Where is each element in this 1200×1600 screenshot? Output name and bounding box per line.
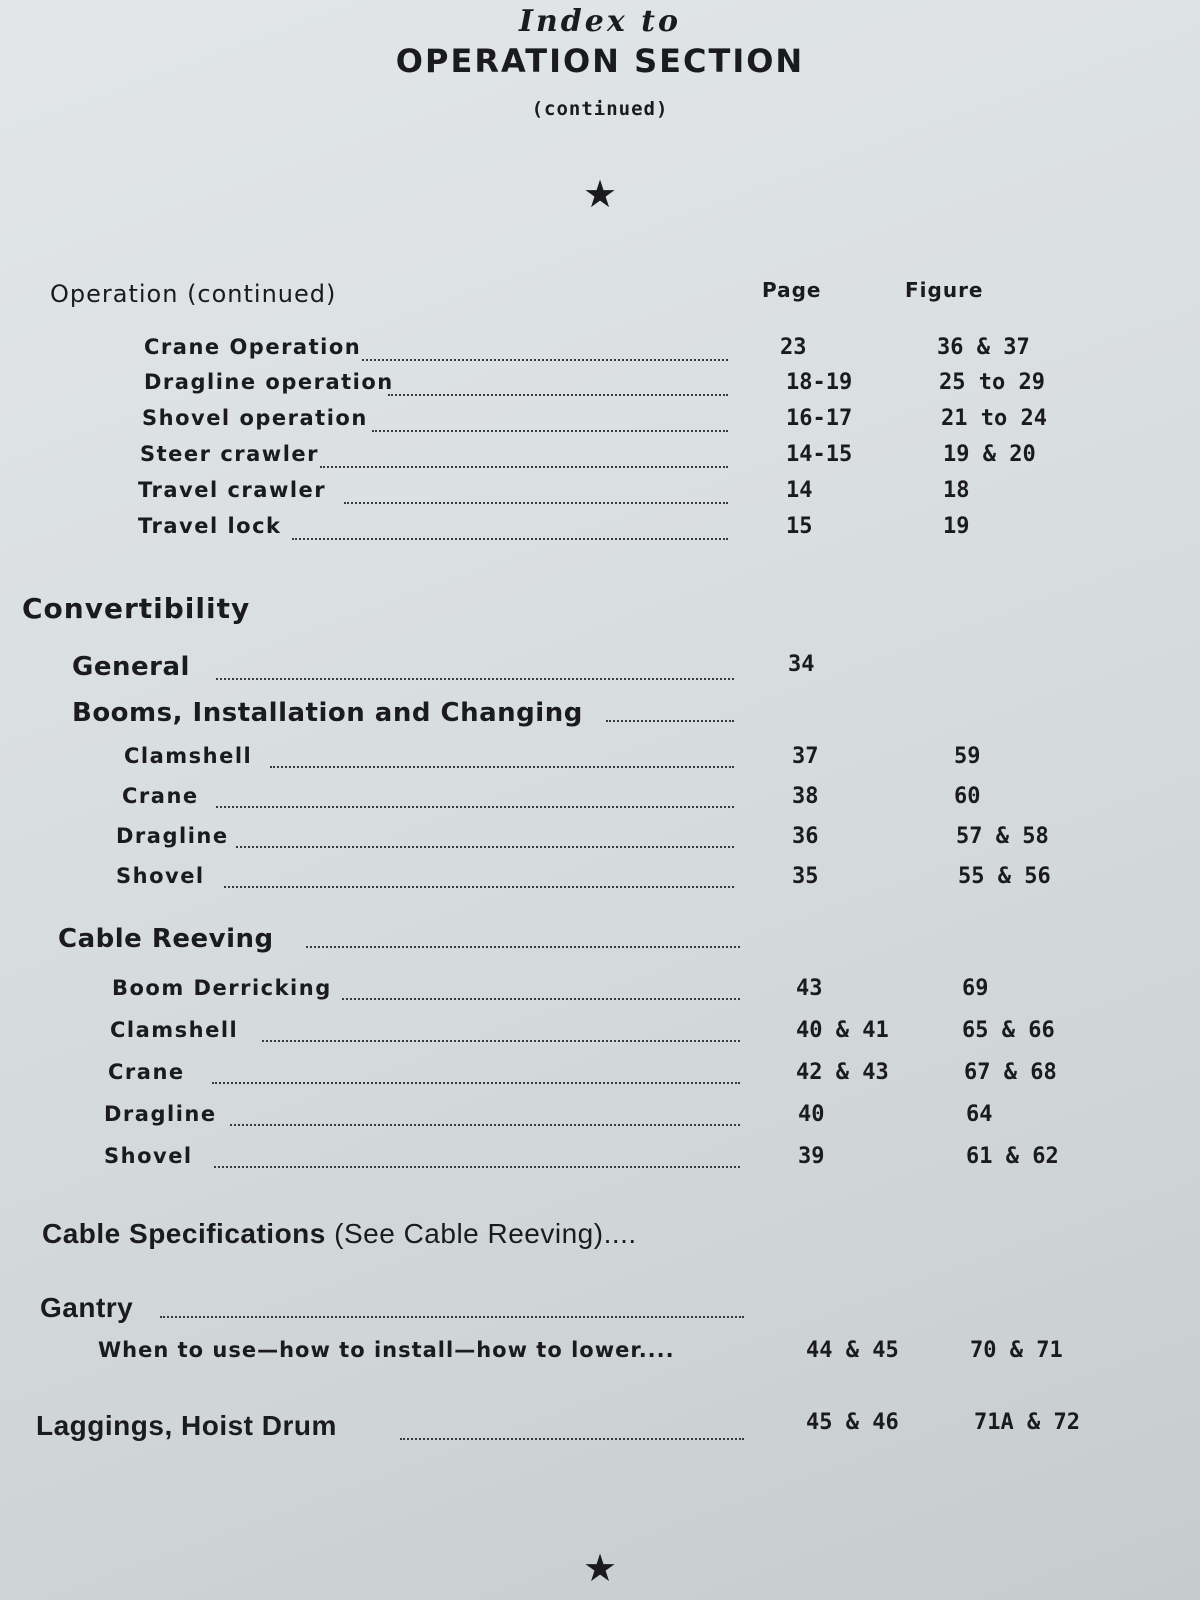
dot-leader — [212, 1082, 740, 1084]
entry-page: 14-15 — [786, 442, 853, 467]
entry-label: Dragline — [104, 1102, 217, 1126]
index-entry — [0, 1410, 1200, 1444]
entry-figure: 19 — [943, 514, 970, 539]
entry-page: 15 — [786, 514, 813, 539]
entry-label: Clamshell — [124, 744, 253, 768]
operation-section-title: OPERATION SECTION — [395, 42, 805, 80]
operation-continued-heading: Operation (continued) — [50, 280, 337, 308]
entry-label: Gantry — [40, 1292, 134, 1323]
entry-label: Dragline — [116, 824, 229, 848]
entry-page: 40 — [798, 1102, 825, 1127]
entry-figure: 64 — [966, 1102, 993, 1127]
dot-leader — [236, 846, 734, 848]
dot-leader — [362, 359, 728, 361]
index-entry — [0, 1218, 1200, 1252]
entry-figure: 25 to 29 — [939, 370, 1045, 395]
figure-column-header: Figure — [905, 278, 984, 302]
index-entry — [0, 744, 1200, 778]
entry-page: 38 — [792, 784, 819, 809]
dot-leader — [344, 502, 728, 504]
entry-figure: 18 — [943, 478, 970, 503]
entry-figure: 57 & 58 — [956, 824, 1049, 849]
index-entry — [0, 864, 1200, 898]
entry-label: Shovel — [116, 864, 205, 888]
entry-page: 14 — [786, 478, 813, 503]
entry-figure: 36 & 37 — [937, 335, 1030, 360]
entry-label: Booms, Installation and Changing — [72, 698, 583, 728]
index-entry — [0, 1338, 1200, 1372]
index-entry — [0, 335, 1200, 369]
entry-figure: 60 — [954, 784, 981, 809]
entry-figure: 55 & 56 — [958, 864, 1051, 889]
star-icon: ★ — [582, 172, 618, 216]
dot-leader — [160, 1316, 744, 1318]
entry-page: 40 & 41 — [796, 1018, 889, 1043]
entry-figure: 67 & 68 — [964, 1060, 1057, 1085]
index-entry — [0, 1060, 1200, 1094]
index-entry — [0, 1102, 1200, 1136]
dot-leader — [388, 394, 728, 396]
entry-label: Laggings, Hoist Drum — [36, 1410, 337, 1441]
entry-figure: 61 & 62 — [966, 1144, 1059, 1169]
entry-label: Crane — [108, 1060, 185, 1084]
dot-leader — [320, 466, 728, 468]
entry-label: When to use—how to install—how to lower.... — [98, 1338, 675, 1362]
entry-figure: 65 & 66 — [962, 1018, 1055, 1043]
index-entry — [0, 406, 1200, 440]
entry-page: 23 — [780, 335, 807, 360]
index-entry — [0, 1292, 1200, 1326]
dot-leader — [214, 1166, 740, 1168]
entry-label: Dragline operation — [144, 370, 394, 394]
dot-leader — [372, 430, 728, 432]
index-entry — [0, 924, 1200, 958]
index-entry — [0, 442, 1200, 476]
dot-leader — [606, 720, 734, 722]
entry-page: 43 — [796, 976, 823, 1001]
entry-page: 16-17 — [786, 406, 853, 431]
entry-page: 35 — [792, 864, 819, 889]
entry-label: Steer crawler — [140, 442, 319, 466]
index-entry — [0, 478, 1200, 512]
entry-label: Shovel operation — [142, 406, 368, 430]
entry-label: Shovel — [104, 1144, 193, 1168]
entry-label: Crane Operation — [144, 335, 362, 359]
entry-figure: 21 to 24 — [941, 406, 1047, 431]
entry-page: 45 & 46 — [806, 1410, 899, 1435]
index-entry — [0, 784, 1200, 818]
entry-label: General — [72, 652, 190, 682]
entry-label: Boom Derricking — [112, 976, 332, 1000]
convertibility-heading: Convertibility — [22, 592, 251, 625]
continued-subtitle: (continued) — [531, 98, 669, 120]
cable-specifications-label: Cable Specifications — [42, 1218, 326, 1249]
index-entry — [0, 1144, 1200, 1178]
cable-specifications-note: (See Cable Reeving).... — [334, 1218, 637, 1249]
dot-leader — [270, 766, 734, 768]
dot-leader — [306, 946, 740, 948]
entry-label: Crane — [122, 784, 199, 808]
dot-leader — [262, 1040, 740, 1042]
entry-label: Travel crawler — [138, 478, 327, 502]
entry-label: Cable Reeving — [58, 924, 274, 954]
index-entry — [0, 824, 1200, 858]
index-to-title: Index to — [518, 4, 682, 39]
entry-page: 37 — [792, 744, 819, 769]
entry-page: 42 & 43 — [796, 1060, 889, 1085]
entry-figure: 19 & 20 — [943, 442, 1036, 467]
entry-page: 36 — [792, 824, 819, 849]
entry-page: 18-19 — [786, 370, 853, 395]
dot-leader — [342, 998, 740, 1000]
index-entry — [0, 1018, 1200, 1052]
entry-figure: 59 — [954, 744, 981, 769]
dot-leader — [216, 678, 734, 680]
entry-figure: 70 & 71 — [970, 1338, 1063, 1363]
entry-label — [42, 1218, 637, 1250]
dot-leader — [292, 538, 728, 540]
index-entry — [0, 652, 1200, 686]
entry-page: 34 — [788, 652, 815, 677]
dot-leader — [224, 886, 734, 888]
entry-page: 44 & 45 — [806, 1338, 899, 1363]
index-entry — [0, 976, 1200, 1010]
entry-figure: 69 — [962, 976, 989, 1001]
dot-leader — [216, 806, 734, 808]
index-entry — [0, 698, 1200, 732]
entry-label: Travel lock — [138, 514, 282, 538]
index-entry — [0, 370, 1200, 404]
entry-label: Clamshell — [110, 1018, 239, 1042]
entry-figure: 71A & 72 — [974, 1410, 1080, 1435]
dot-leader — [400, 1438, 744, 1440]
dot-leader — [230, 1124, 740, 1126]
page-column-header: Page — [762, 278, 822, 302]
star-icon: ★ — [582, 1546, 618, 1590]
entry-page: 39 — [798, 1144, 825, 1169]
index-entry — [0, 514, 1200, 548]
